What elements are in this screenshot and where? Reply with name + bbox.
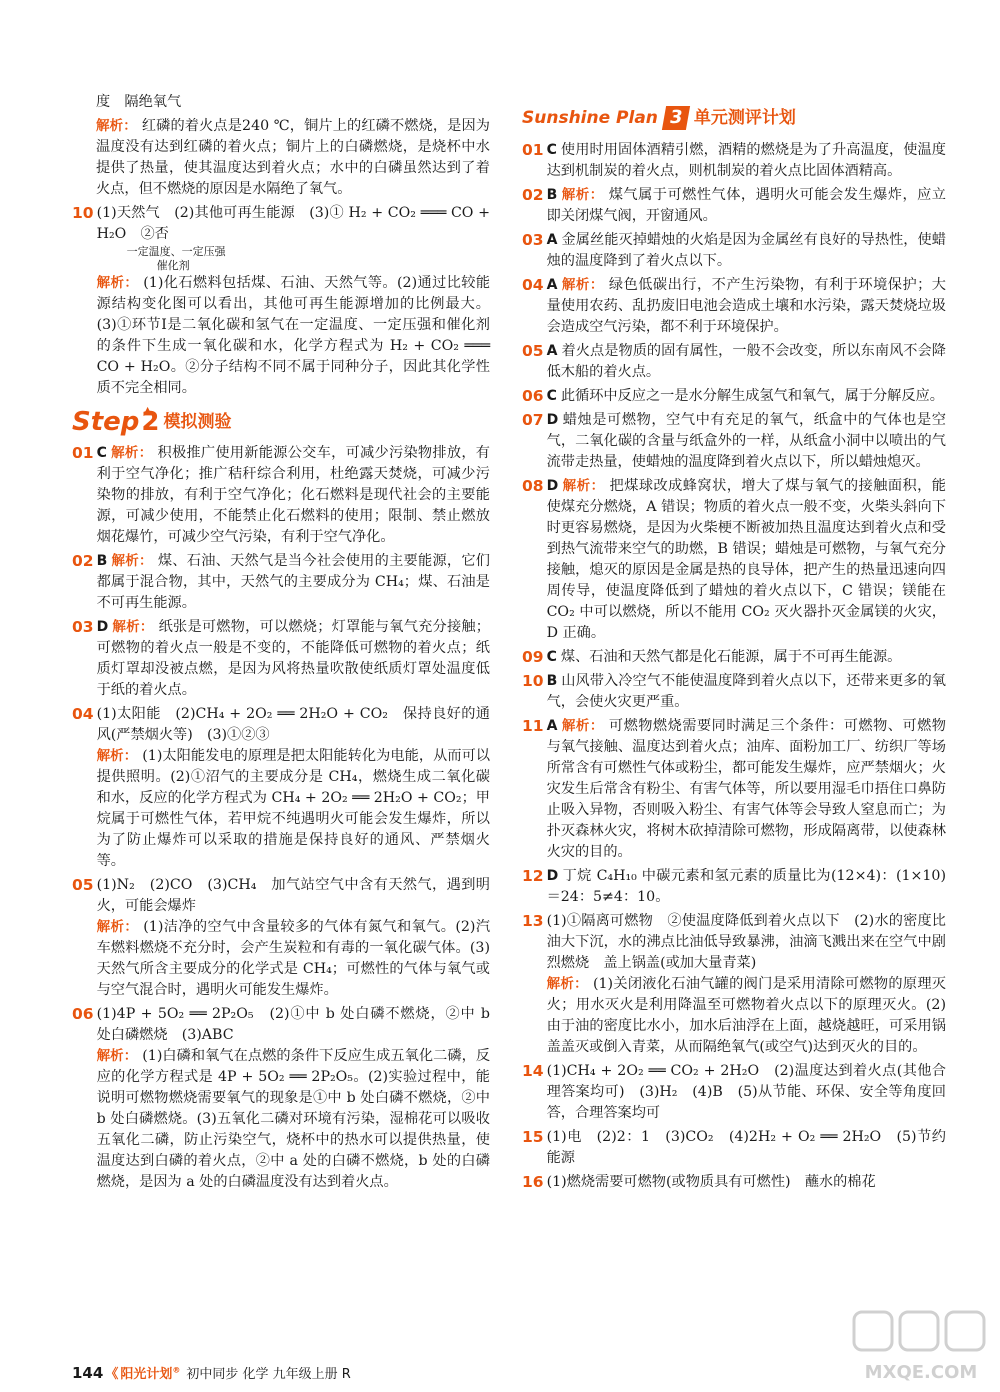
answer-letter: A — [546, 343, 558, 359]
question-number: 10 — [522, 672, 544, 690]
question-number: 03 — [72, 618, 94, 636]
registered-mark: ® — [172, 1365, 181, 1375]
sunshine-plan-subtitle: 单元测评计划 — [693, 107, 796, 128]
answer-text: (1)电 (2)2：1 (3)CO₂ (4)2H₂ + O₂ ══ 2H₂O (5)节约能源 — [546, 1129, 946, 1166]
analysis-label: 解析： — [96, 1048, 138, 1064]
question-number: 04 — [522, 276, 544, 294]
question-number: 09 — [522, 648, 544, 666]
analysis-label: 解析： — [111, 553, 153, 569]
analysis-label: 解析： — [96, 275, 139, 291]
right-column — [522, 104, 946, 1196]
question-14 — [522, 1061, 946, 1124]
question-number: 06 — [72, 1005, 94, 1023]
answer-letter: C — [546, 142, 557, 158]
analysis-text: 丁烷 C₄H₁₀ 中碳元素和氢元素的质量比为(12×4)：(1×10)＝24：5≠4：10。 — [546, 868, 946, 905]
answer-text: (1)①隔离可燃物 ②使温度降低到着火点以下 (2)水的密度比油大下沉，水的沸点比油低导致暴沸，油滴飞溅出来在空气中剧烈燃烧 盖上锅盖(或加大量青菜) — [546, 913, 946, 971]
question-number: 02 — [72, 552, 94, 570]
page-number: 144 — [72, 1363, 104, 1382]
answer-text: (1)天然气 (2)其他可再生能源 (3)① H₂ + CO₂ ═══ CO + H₂O ②否 — [96, 205, 490, 242]
analysis-label: 解析： — [561, 718, 604, 734]
cont-analysis — [72, 116, 490, 200]
question-09 — [522, 647, 946, 668]
analysis-text: 绿色低碳出行，不产生污染物，有利于环境保护；大量使用农药、乱扔废旧电池会造成土壤和水污染，露天焚烧垃圾会造成空气污染，都不利于环境保护。 — [546, 277, 946, 335]
answer-text: (1)4P + 5O₂ ══ 2P₂O₅ (2)①中 b 处白磷不燃烧，②中 b 处白磷燃烧 (3)ABC — [96, 1006, 490, 1043]
question-03 — [72, 617, 490, 701]
analysis-text: (1)化石燃料包括煤、石油、天然气等。(2)通过比较能源结构变化图可以看出，其他可再生能源增加的比例最大。(3)①环节Ⅰ是二氧化碳和氢气在一定温度、一定压强和催化剂的条件下生成一氧化碳和水，化学方程式为 H₂ + CO₂ ═══ CO + H₂O。②分子结构不同不属于同种分子，因此其化学性质不完全相同。 — [96, 275, 491, 396]
question-01 — [522, 140, 946, 182]
analysis-text: 积极推广使用新能源公交车，可减少污染物排放，有利于空气净化；推广秸秆综合利用，杜绝露天焚烧，可减少污染物的排放，有利于空气净化；化石燃料是现代社会的主要能源，可减少使用，不能禁止化石燃料的使用；限制、禁止燃放烟花爆竹，可减少空气污染，有利于空气净化。 — [96, 445, 490, 545]
answer-text: (1)CH₄ + 2O₂ ══ CO₂ + 2H₂O (2)温度达到着火点(其他合理答案均可) (3)H₂ (4)B (5)从节能、环保、安全等角度回答，合理答案均可 — [546, 1063, 946, 1121]
page-footer — [72, 1363, 351, 1382]
answer-letter: A — [546, 232, 558, 248]
answer-letter: B — [546, 187, 558, 203]
answer-text: (1)N₂ (2)CO (3)CH₄ 加气站空气中含有天然气，遇到明火，可能会爆炸 — [96, 877, 490, 914]
answer-letter: C — [96, 445, 107, 461]
answer-letter: A — [546, 277, 558, 293]
question-06 — [72, 1004, 490, 1193]
question-06 — [522, 386, 946, 407]
question-12 — [522, 866, 946, 908]
analysis-label: 解析： — [561, 277, 604, 293]
step2-heading — [72, 407, 490, 437]
question-02 — [72, 551, 490, 614]
cont-answer-text: 度 隔绝氧气 — [96, 94, 182, 110]
analysis-text: (1)关闭液化石油气罐的阀门是采用清除可燃物的原理灭火；用水灭火是利用降温至可燃物着火点以下的原理灭火。(2)由于油的密度比水小，加水后油浮在上面，越烧越旺，可采用锅盖盖灭或倒入青菜，从而隔绝氧气(或空气)达到灭火的目的。 — [546, 976, 946, 1055]
analysis-text: 把煤球改成蜂窝状，增大了煤与氧气的接触面积，能使煤充分燃烧，A 错误；物质的着火点一般不变，火柴头斜向下时更容易燃烧，是因为火柴梗不断被加热且温度达到着火点和受到热气流带来空气的助燃，B 错误；蜡烛是可燃物，与氧气充分接触，熄灭的原因是金属是热的良导体，把产生的热量迅速向四周传导，使温度降低到了蜡烛的着火点以下，C 错误；镁能在 CO₂ 中可以燃烧，所以不能用 CO₂ 灭火器扑灭金属镁的火灾，D 正确。 — [546, 478, 946, 641]
watermark-box-3 — [946, 1312, 984, 1350]
left-column — [72, 92, 490, 1196]
analysis-text: 蜡烛是可燃物，空气中有充足的氧气，纸盒中的气体也是空气，二氧化碳的含量与纸盒外的一样，从纸盒小洞中以喷出的气流带走热量，使蜡烛的温度降到着火点以下，所以蜡烛熄灭。 — [546, 412, 946, 470]
analysis-label: 解析： — [96, 919, 139, 935]
reaction-condition-top: 一定温度、一定压强 — [126, 245, 226, 258]
watermark-box-2 — [900, 1312, 938, 1350]
question-number: 13 — [522, 912, 544, 930]
question-number: 01 — [522, 141, 544, 159]
answer-letter: D — [546, 478, 559, 494]
question-16 — [522, 1172, 946, 1193]
analysis-label: 解析： — [561, 187, 604, 203]
sunshine-plan-heading — [522, 104, 946, 132]
analysis-text: 使用时用固体酒精引燃，酒精的燃烧是为了升高温度，使温度达到机制炭的着火点，则机制炭的着火点比固体酒精高。 — [546, 142, 946, 179]
question-02 — [522, 185, 946, 227]
question-04 — [522, 275, 946, 338]
question-08 — [522, 476, 946, 644]
analysis-text: 煤气属于可燃性气体，遇明火可能会发生爆炸，应立即关闭煤气阀，开窗通风。 — [546, 187, 946, 224]
answer-letter: A — [546, 718, 558, 734]
answer-letter: C — [546, 388, 557, 404]
book-title: 初中同步 化学 九年级上册 R — [186, 1367, 351, 1382]
analysis-text: 可燃物燃烧需要同时满足三个条件：可燃物、可燃物与氧气接触、温度达到着火点；油库、面粉加工厂、纺织厂等场所常含有可燃性气体或粉尘，都可能发生爆炸，应严禁烟火；火灾发生后常含有粉尘、有害气体等，所以要用湿毛巾捂住口鼻防止吸入异物，否则吸入粉尘、有害气体等会导致人窒息而亡；为扑灭森林火灾，将树木砍掉清除可燃物，形成隔离带，以使森林火灾的目的。 — [546, 718, 946, 860]
brand-name — [120, 1363, 180, 1382]
watermark-logo — [846, 1308, 996, 1388]
analysis-label: 解析： — [96, 748, 138, 764]
question-number: 05 — [522, 342, 544, 360]
question-number: 16 — [522, 1173, 544, 1191]
question-number: 11 — [522, 717, 544, 735]
step-number: ▲ 2 — [141, 412, 159, 433]
question-04 — [72, 704, 490, 872]
chevron-icon: 《 — [105, 1367, 119, 1382]
question-number: 12 — [522, 867, 544, 885]
analysis-text: 煤、石油、天然气是当今社会使用的主要能源，它们都属于混合物，其中，天然气的主要成分为 CH₄；煤、石油是不可再生能源。 — [96, 553, 490, 611]
analysis-text: (1)太阳能发电的原理是把太阳能转化为电能，从而可以提供照明。(2)①沼气的主要成分是 CH₄，燃烧生成二氧化碳和水，反应的化学方程式为 CH₄ + 2O₂ ══ 2H₂O + CO₂；甲烷属于可燃性气体，若甲烷不纯遇明火可能会发生爆炸，所以为了防止爆炸可以采取的措施是保持良好的通风、严禁烟火等。 — [96, 748, 491, 869]
answer-letter: D — [546, 412, 559, 428]
question-05 — [72, 875, 490, 1001]
question-10 — [72, 203, 490, 399]
analysis-label: 解析： — [112, 619, 154, 635]
question-10 — [522, 671, 946, 713]
question-number: 07 — [522, 411, 544, 429]
analysis-label: 解析： — [110, 445, 153, 461]
watermark-box-1 — [854, 1312, 892, 1350]
answer-text: (1)太阳能 (2)CH₄ + 2O₂ ══ 2H₂O + CO₂ 保持良好的通风(严禁烟火等) (3)①②③ — [96, 706, 490, 743]
cont-answer — [72, 92, 490, 113]
question-number: 15 — [522, 1128, 544, 1146]
question-number: 08 — [522, 477, 544, 495]
analysis-text: 红磷的着火点是240 ℃，铜片上的红磷不燃烧，是因为温度没有达到红磷的着火点；铜片上的白磷燃烧，是烧杯中水提供了热量，使其温度达到着火点；水中的白磷虽然达到了着火点，但不燃烧的原因是水隔绝了氧气。 — [96, 118, 490, 197]
answer-text: (1)燃烧需要可燃物(或物质具有可燃性) 蘸水的棉花 — [546, 1174, 876, 1190]
question-15 — [522, 1127, 946, 1169]
question-number: 01 — [72, 444, 94, 462]
analysis-text: 此循环中反应之一是水分解生成氢气和氧气，属于分解反应。 — [560, 388, 944, 404]
analysis-text: (1)洁净的空气中含量较多的气体有氮气和氧气。(2)汽车燃料燃烧不充分时，会产生炭粒和有毒的一氧化碳气体。(3)天然气所含主要成分的化学式是 CH₄；可燃性的气体与氧气或与空气混合时，遇明火可能发生爆炸。 — [96, 919, 491, 998]
question-number: 14 — [522, 1062, 544, 1080]
analysis-text: 煤、石油和天然气都是化石能源，属于不可再生能源。 — [560, 649, 902, 665]
analysis-label: 解析： — [546, 976, 588, 992]
analysis-text: 山风带入冷空气不能使温度降到着火点以下，还带来更多的氧气，会使火灾更严重。 — [546, 673, 946, 710]
answer-letter: C — [546, 649, 557, 665]
plan-number-badge: 3 — [662, 106, 690, 130]
question-number: 02 — [522, 186, 544, 204]
question-03 — [522, 230, 946, 272]
question-number: 06 — [522, 387, 544, 405]
answer-letter: D — [546, 868, 559, 884]
answer-letter: B — [96, 553, 108, 569]
step-word: Step — [72, 406, 140, 437]
brand-text: 阳光计划 — [120, 1367, 173, 1382]
question-05 — [522, 341, 946, 383]
question-01 — [72, 443, 490, 548]
answer-letter: B — [546, 673, 558, 689]
watermark-url: MXQE.COM — [864, 1362, 978, 1383]
question-number: 05 — [72, 876, 94, 894]
analysis-text: 纸张是可燃物，可以燃烧；灯罩能与氧气充分接触；可燃物的着火点一般是不变的，不能降低可燃物的着火点；纸质灯罩却没被点燃，是因为风将热量吹散使纸质灯罩处温度低于纸的着火点。 — [96, 619, 490, 698]
question-11 — [522, 716, 946, 863]
question-07 — [522, 410, 946, 473]
analysis-label: 解析： — [562, 478, 605, 494]
sunshine-plan-word: Sunshine Plan — [522, 107, 658, 128]
analysis-label: 解析： — [96, 118, 137, 134]
analysis-text: 着火点是物质的固有属性，一般不会改变，所以东南风不会降低木船的着火点。 — [546, 343, 946, 380]
step-subtitle: 模拟测验 — [163, 411, 232, 432]
analysis-text: 金属丝能灭掉蜡烛的火焰是因为金属丝有良好的导热性，使蜡烛的温度降到了着火点以下。 — [546, 232, 946, 269]
question-13 — [522, 911, 946, 1058]
analysis-text: (1)白磷和氧气在点燃的条件下反应生成五氧化二磷，反应的化学方程式是 4P + 5O₂ ══ 2P₂O₅。(2)实验过程中，能说明可燃物燃烧需要氧气的现象是①中 b 处白磷不燃烧，②中 b 处白磷燃烧。(3)五氧化二磷对环境有污染，湿棉花可以吸收五氧化二磷，防止污染空气，烧杯中的热水可以提供热量，使温度达到白磷的着火点，②中 a 处的白磷不燃烧，b 处的白磷燃烧，是因为 a 处的白磷温度没有达到着火点。 — [96, 1048, 491, 1190]
answer-letter: D — [96, 619, 109, 635]
reaction-condition-bottom: 催化剂 — [156, 259, 190, 272]
question-number: 04 — [72, 705, 94, 723]
question-number: 10 — [72, 204, 94, 222]
question-number: 03 — [522, 231, 544, 249]
